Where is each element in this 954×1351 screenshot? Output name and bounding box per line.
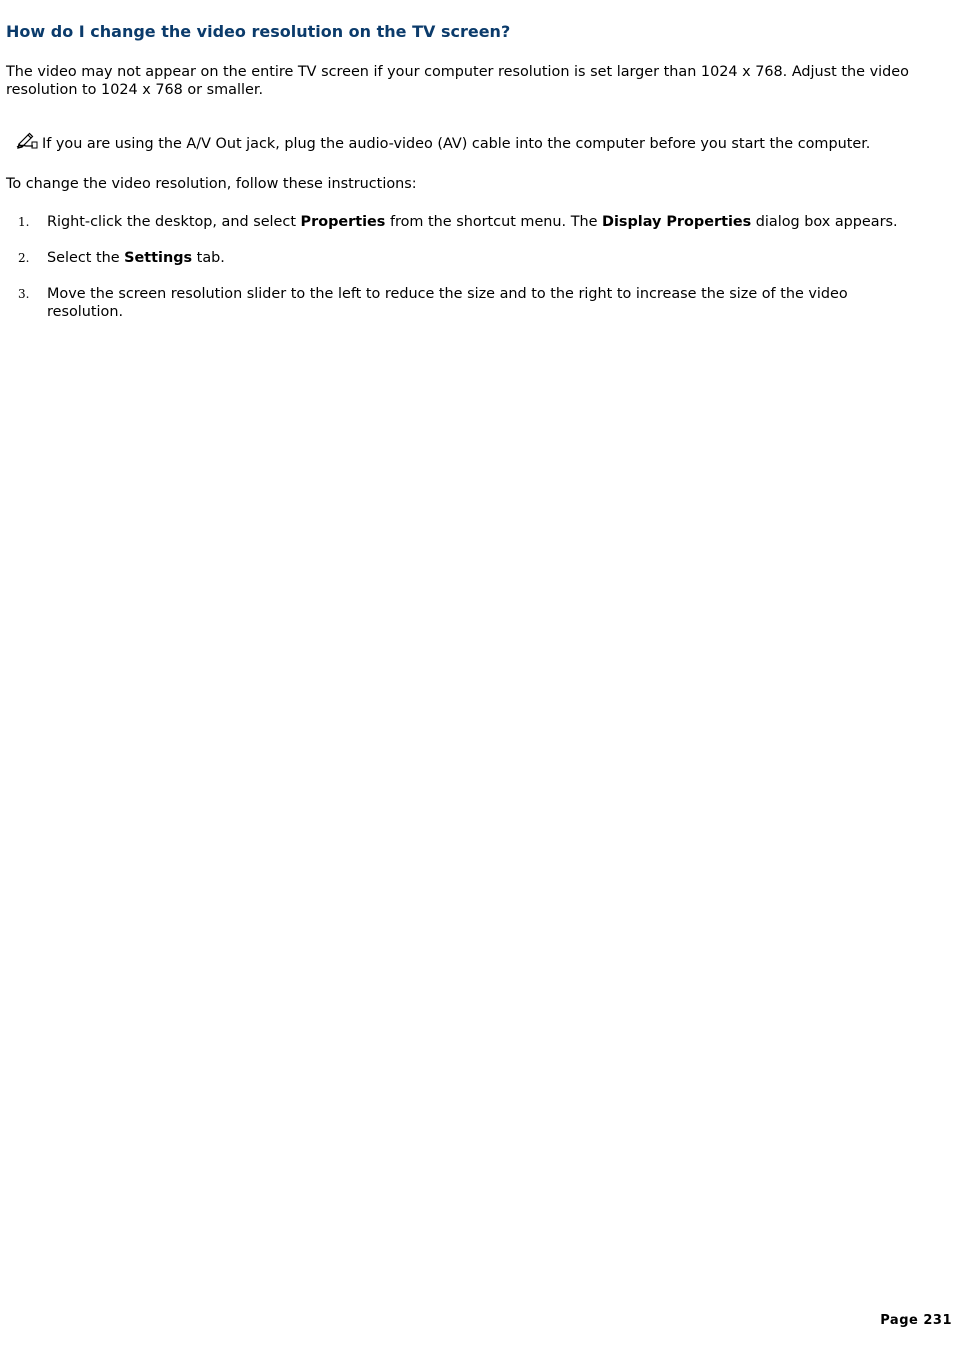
note-text: If you are using the A/V Out jack, plug the audio-video (AV) cable into the computer before you start the computer.: [42, 136, 871, 152]
step-bold: Settings: [124, 250, 193, 266]
note-pencil-icon: [14, 132, 38, 150]
step-text: tab.: [192, 250, 225, 266]
step-bold: Properties: [300, 214, 386, 230]
step-1: [0, 213, 907, 231]
step-number: 2.: [18, 251, 30, 265]
page-number: Page 231: [880, 1313, 952, 1328]
step-text: Move the screen resolution slider to the left to reduce the size and to the right to increase the size of the video resolution.: [47, 286, 848, 320]
step-text: Select the: [47, 250, 125, 266]
step-number: 3.: [18, 287, 30, 301]
step-text: Right-click the desktop, and select: [47, 214, 301, 230]
instructions-lead: To change the video resolution, follow these instructions:: [6, 176, 417, 192]
step-text: from the shortcut menu. The: [385, 214, 603, 230]
step-2: [0, 249, 907, 267]
page-title: How do I change the video resolution on the TV screen?: [6, 22, 511, 41]
step-text: dialog box appears.: [751, 214, 898, 230]
step-bold: Display Properties: [602, 214, 752, 230]
note-paragraph: [14, 132, 944, 154]
step-3: [0, 285, 907, 321]
steps-list: [0, 213, 954, 339]
step-number: 1.: [18, 215, 30, 229]
intro-paragraph: The video may not appear on the entire TV screen if your computer resolution is set larger than 1024 x 768. Adjust the video resolution to 1024 x 768 or smaller.: [6, 64, 909, 98]
